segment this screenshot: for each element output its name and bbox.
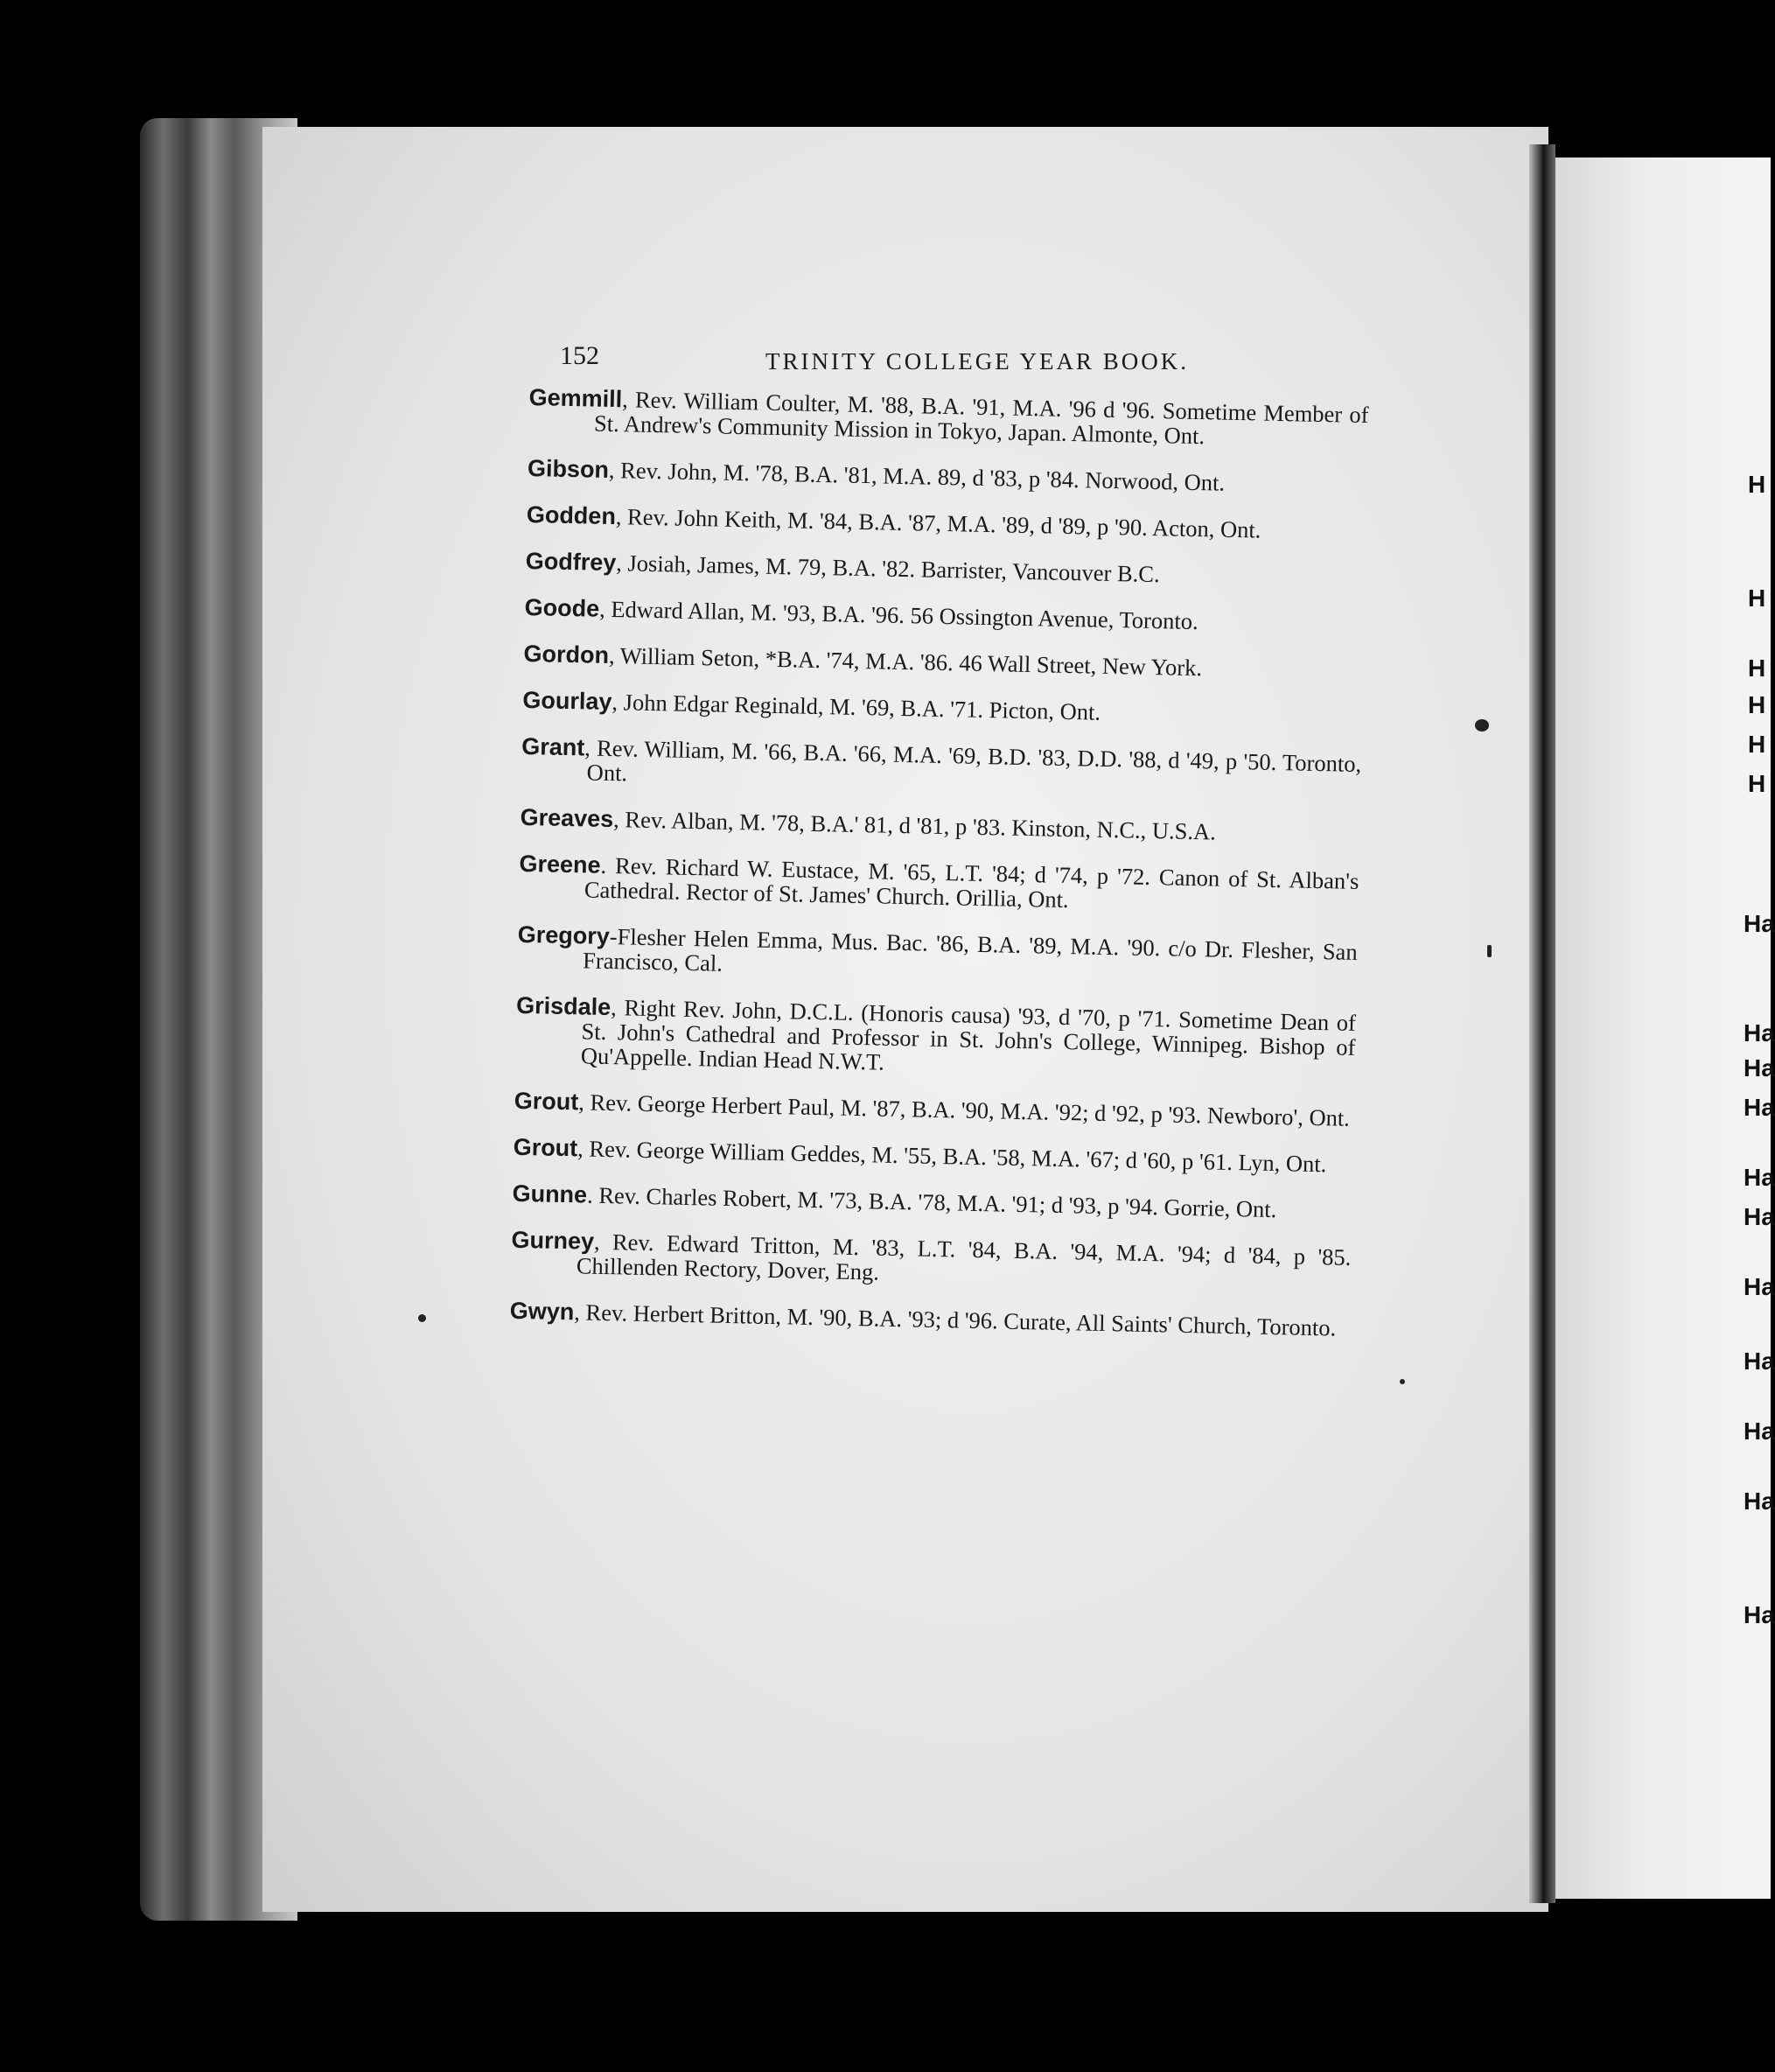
entry-details: , Rev. Herbert Britton, M. '90, B.A. '93; d '96. Curate, All Saints' Church, Toronto. (574, 1298, 1337, 1341)
directory-entry (528, 456, 1367, 498)
facing-page-fragment: Ha (1744, 1164, 1775, 1191)
directory-entry (517, 922, 1358, 989)
facing-page-fragment: Ha (1744, 1019, 1775, 1046)
entry-details: , Rev. William Coulter, M. '88, B.A. '91, M.A. '96 d '96. Sometime Member of St. Andrew's Community Mission in Tokyo, Japan. Almonte, Ont. (593, 386, 1369, 450)
facing-page-fragment: Ha (1744, 1273, 1775, 1300)
entry-surname: Greene (519, 850, 601, 878)
facing-page-fragment: H (1748, 471, 1766, 498)
directory-entry (524, 595, 1364, 637)
facing-page-fragment: Ha (1744, 1094, 1775, 1121)
facing-page-fragment: H (1748, 584, 1766, 612)
entry-surname: Grant (521, 732, 585, 761)
entry-details: , Rev. George William Geddes, M. '55, B.A. '58, M.A. '67; d '60, p '61. Lyn, Ont. (577, 1135, 1327, 1178)
directory-entry (514, 1088, 1354, 1130)
facing-page-fragment: H (1748, 731, 1766, 758)
page-header (560, 341, 1347, 385)
directory-entry (521, 734, 1361, 801)
entry-surname: Gourlay (522, 686, 612, 716)
entry-surname: Godden (526, 500, 617, 530)
page-number: 152 (560, 341, 599, 370)
entry-details: -Flesher Helen Emma, Mus. Bac. '86, B.A. '89, M.A. '90. c/o Dr. Flesher, San Francisco, Cal. (582, 923, 1358, 976)
directory-entry (510, 1298, 1350, 1340)
directory-entry (522, 688, 1362, 730)
entry-details: , Rev. George Herbert Paul, M. '87, B.A. '90, M.A. '92; d '92, p '93. Newboro', Ont. (578, 1088, 1351, 1131)
facing-page-fragment: H (1748, 770, 1766, 797)
entry-surname: Gregory (517, 920, 611, 950)
entry-surname: Gordon (523, 640, 610, 668)
ink-speck (1487, 945, 1492, 957)
directory-entry (512, 1181, 1352, 1223)
directory-entry (520, 805, 1359, 847)
entry-surname: Grout (514, 1087, 579, 1116)
entry-details: , Rev. Edward Tritton, M. '83, L.T. '84, B.A. '94, M.A. '94; d '84, p '85. Chillenden Rectory, Dover, Eng. (576, 1228, 1352, 1285)
directory-entry (511, 1228, 1352, 1294)
entry-details: . Rev. Charles Robert, M. '73, B.A. '78, M.A. '91; d '93, p '94. Gorrie, Ont. (586, 1181, 1277, 1223)
directory-entry (527, 502, 1366, 544)
entry-surname: Gemmill (528, 384, 623, 413)
entry-surname: Greaves (520, 803, 614, 833)
entry-surname: Gurney (511, 1226, 595, 1255)
entry-surname: Goode (524, 593, 600, 622)
entry-surname: Gunne (512, 1180, 588, 1208)
book-gutter (1529, 144, 1555, 1903)
entry-details: , Edward Allan, M. '93, B.A. '96. 56 Ossington Avenue, Toronto. (598, 595, 1198, 635)
facing-page (1555, 158, 1775, 1899)
facing-page-fragment: Ha (1744, 910, 1775, 937)
entry-details: , Rev. William, M. '66, B.A. '66, M.A. '69, B.D. '83, D.D. '88, d '49, p '50. Toronto, Ont. (584, 734, 1362, 787)
facing-page-fragment: H (1748, 691, 1766, 718)
facing-page-fragment: Ha (1744, 1418, 1775, 1445)
entry-details: , Rev. John Keith, M. '84, B.A. '87, M.A. '89, d '89, p '90. Acton, Ont. (615, 503, 1261, 543)
ink-speck (418, 1314, 426, 1322)
facing-page-fragment: Ha (1744, 1488, 1775, 1515)
directory-entry (525, 549, 1365, 591)
directory-entry (519, 851, 1359, 918)
facing-page-fragment: Ha (1744, 1601, 1775, 1628)
directory-entry (523, 641, 1363, 683)
ink-speck (1475, 719, 1489, 732)
entry-details: , Josiah, James, M. 79, B.A. '82. Barrister, Vancouver B.C. (615, 550, 1160, 588)
facing-page-fragment: Ha (1744, 1203, 1775, 1230)
entry-details: , John Edgar Reginald, M. '69, B.A. '71. Picton, Ont. (611, 689, 1101, 725)
entry-surname: Gibson (527, 454, 610, 483)
entry-surname: Gwyn (509, 1297, 575, 1326)
entry-details: , Right Rev. John, D.C.L. (Honoris causa) '93, d '70, p '71. Sometime Dean of St. John's Cathedral and Professor in St. John's College, Winnipeg. Bishop of Qu'Appelle. Indian Head N.W.T. (580, 994, 1357, 1075)
ink-speck (1400, 1379, 1405, 1384)
entry-details: . Rev. Richard W. Eustace, M. '65, L.T. '84; d '74, p '72. Canon of St. Alban's Cathedral. Rector of St. James' Church. Orillia, Ont. (584, 851, 1359, 914)
directory-entry (515, 993, 1357, 1084)
entry-details: , Rev. John, M. '78, B.A. '81, M.A. 89, d '83, p '84. Norwood, Ont. (608, 456, 1226, 496)
entry-surname: Grout (513, 1133, 578, 1162)
entry-surname: Grisdale (515, 991, 611, 1021)
entry-details: , William Seton, *B.A. '74, M.A. '86. 46 Wall Street, New York. (608, 641, 1203, 682)
facing-page-fragment: Ha (1744, 1348, 1775, 1375)
directory-entry (513, 1135, 1352, 1177)
entry-surname: Godfrey (525, 547, 617, 577)
running-title: TRINITY COLLEGE YEAR BOOK. (765, 348, 1189, 374)
directory-entries (509, 385, 1369, 1362)
entry-details: , Rev. Alban, M. '78, B.A.' 81, d '81, p '83. Kinston, N.C., U.S.A. (612, 806, 1217, 845)
facing-page-fragment: H (1748, 654, 1766, 682)
facing-page-fragment: Ha (1744, 1054, 1775, 1082)
